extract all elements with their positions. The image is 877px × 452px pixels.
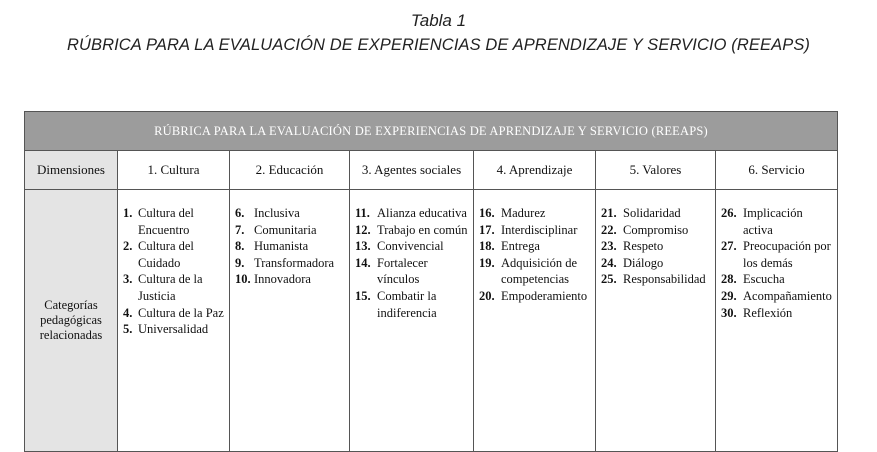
item-number: 2. — [123, 239, 133, 254]
item-number: 7. — [235, 222, 245, 237]
item-text: Escucha — [743, 272, 785, 287]
category-cell — [118, 190, 230, 452]
item-text: Acompañamiento — [743, 288, 832, 303]
category-cell — [596, 190, 716, 452]
list-item — [235, 205, 347, 222]
list-item — [721, 271, 835, 288]
categories-row — [25, 190, 838, 452]
rubric-table — [24, 111, 838, 452]
category-list — [721, 205, 835, 321]
item-text: Cultura del Cuidado — [138, 239, 194, 270]
item-text: Fortalecer vínculos — [377, 255, 428, 287]
list-item — [721, 288, 835, 305]
item-number: 30. — [721, 305, 737, 320]
list-item — [123, 321, 227, 338]
item-text: Convivencial — [377, 239, 444, 254]
item-number: 14. — [355, 255, 371, 270]
column-header: 2. Educación — [230, 151, 350, 190]
item-number: 21. — [601, 206, 617, 220]
item-number: 4. — [123, 305, 133, 320]
item-text: Combatir la indiferencia — [377, 288, 437, 320]
list-item — [721, 305, 835, 322]
category-cell — [350, 190, 474, 452]
item-number: 28. — [721, 272, 737, 287]
list-item — [601, 205, 713, 222]
list-item — [123, 271, 227, 304]
list-item — [123, 238, 227, 271]
table-title-row — [25, 112, 838, 151]
item-text: Respeto — [623, 239, 664, 254]
item-text: Reflexión — [743, 305, 793, 320]
list-item — [479, 205, 593, 222]
item-number: 5. — [123, 322, 133, 337]
item-text: Responsabilidad — [623, 272, 706, 287]
item-text: Universalidad — [138, 322, 209, 337]
item-number: 3. — [123, 272, 133, 287]
list-item — [355, 238, 471, 255]
list-item — [479, 238, 593, 255]
category-cell — [230, 190, 350, 452]
item-text: Cultura de la Paz — [138, 305, 224, 320]
item-text: Trabajo en común — [377, 222, 468, 237]
column-header: 6. Servicio — [716, 151, 838, 190]
item-text: Madurez — [501, 206, 546, 220]
item-text: Solidaridad — [623, 206, 681, 220]
item-number: 6. — [235, 206, 245, 220]
list-item — [355, 222, 471, 239]
list-item — [235, 255, 347, 272]
item-text: Entrega — [501, 239, 540, 254]
list-item — [355, 205, 471, 222]
list-item — [235, 238, 347, 255]
item-number: 12. — [355, 222, 371, 237]
item-text: Interdisciplinar — [501, 222, 578, 237]
item-text: Humanista — [254, 239, 309, 254]
list-item — [123, 205, 227, 238]
categories-label: Categorías pedagógicas relacionadas — [25, 190, 118, 452]
dimensions-row — [25, 151, 838, 190]
list-item — [355, 255, 471, 288]
item-number: 19. — [479, 255, 495, 270]
category-list — [479, 205, 593, 305]
list-item — [235, 222, 347, 239]
item-number: 8. — [235, 239, 245, 254]
item-text: Alianza educativa — [377, 206, 467, 220]
list-item — [479, 222, 593, 239]
category-list — [235, 205, 347, 288]
category-list — [123, 205, 227, 338]
item-number: 26. — [721, 206, 737, 220]
category-list — [601, 205, 713, 288]
list-item — [601, 271, 713, 288]
table-number: Tabla 1 — [410, 11, 467, 30]
item-number: 13. — [355, 239, 371, 254]
item-number: 24. — [601, 255, 617, 270]
dimensions-label: Dimensiones — [25, 151, 118, 190]
list-item — [601, 238, 713, 255]
item-text: Inclusiva — [254, 206, 300, 220]
item-number: 25. — [601, 272, 617, 287]
column-header: 1. Cultura — [118, 151, 230, 190]
item-text: Compromiso — [623, 222, 689, 237]
list-item — [479, 288, 593, 305]
list-item — [235, 271, 347, 288]
item-number: 16. — [479, 206, 495, 220]
item-text: Preocupación por los demás — [743, 239, 831, 270]
item-text: Empoderamiento — [501, 288, 588, 303]
item-text: Cultura del Encuentro — [138, 206, 194, 237]
category-cell — [474, 190, 596, 452]
list-item — [601, 255, 713, 272]
item-number: 22. — [601, 222, 617, 237]
item-text: Innovadora — [254, 272, 311, 287]
list-item — [601, 222, 713, 239]
list-item — [355, 288, 471, 321]
item-number: 15. — [355, 288, 371, 303]
column-header: 5. Valores — [596, 151, 716, 190]
table-title: RÚBRICA PARA LA EVALUACIÓN DE EXPERIENCIAS DE APRENDIZAJE Y SERVICIO (REEAPS) — [25, 112, 838, 151]
column-header: 3. Agentes sociales — [350, 151, 474, 190]
item-text: Transformadora — [254, 255, 335, 270]
category-list — [355, 205, 471, 321]
item-number: 18. — [479, 239, 495, 254]
list-item — [123, 305, 227, 322]
table-caption: RÚBRICA PARA LA EVALUACIÓN DE EXPERIENCIAS DE APRENDIZAJE Y SERVICIO (REEAPS) — [66, 36, 811, 54]
item-number: 11. — [355, 206, 370, 220]
item-text: Diálogo — [623, 255, 664, 270]
item-number: 1. — [123, 206, 133, 220]
item-text: Cultura de la Justicia — [138, 272, 203, 303]
item-number: 27. — [721, 239, 737, 254]
item-text: Implicación activa — [743, 206, 803, 237]
item-number: 9. — [235, 255, 245, 270]
item-number: 10. — [235, 272, 251, 287]
list-item — [721, 238, 835, 271]
item-number: 29. — [721, 288, 737, 303]
list-item — [479, 255, 593, 288]
list-item — [721, 205, 835, 238]
item-number: 17. — [479, 222, 495, 237]
column-header: 4. Aprendizaje — [474, 151, 596, 190]
item-number: 20. — [479, 288, 495, 303]
item-number: 23. — [601, 239, 617, 254]
item-text: Adquisición de competencias — [501, 255, 578, 287]
item-text: Comunitaria — [254, 222, 317, 237]
category-cell — [716, 190, 838, 452]
